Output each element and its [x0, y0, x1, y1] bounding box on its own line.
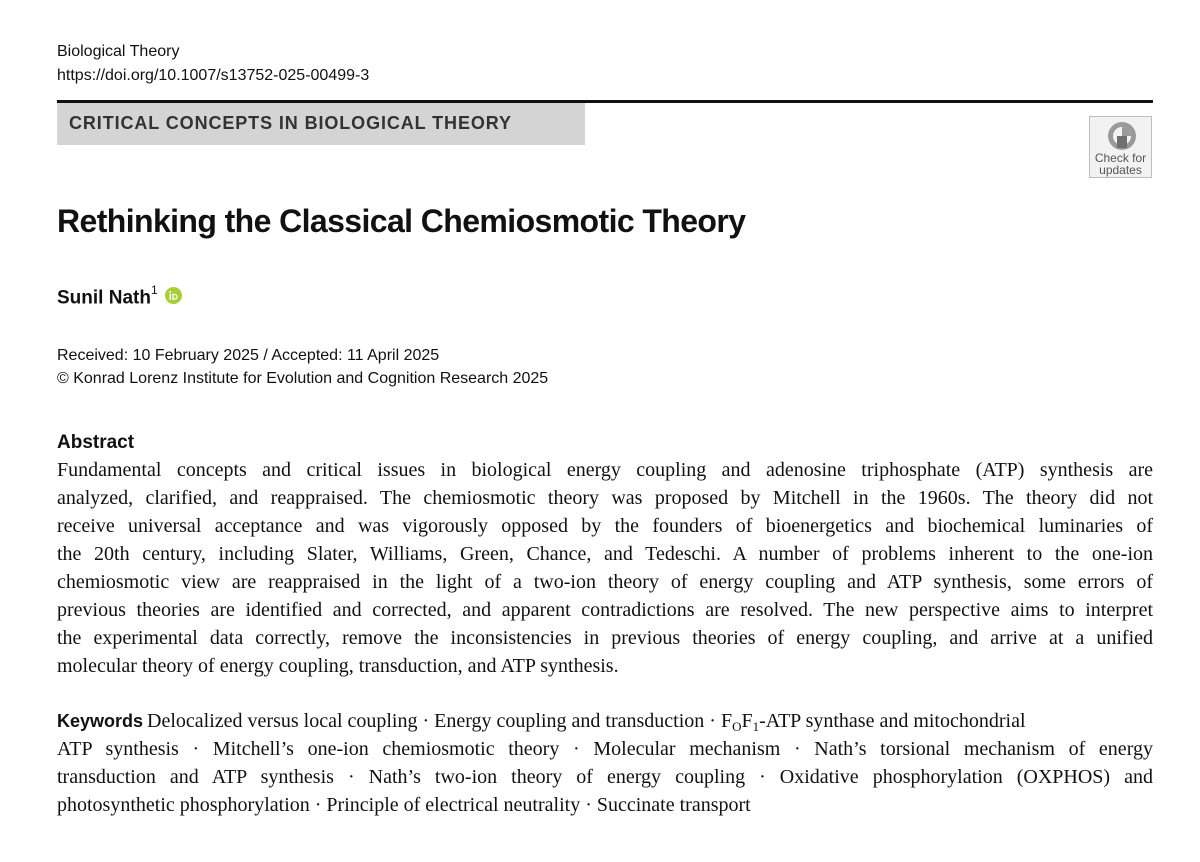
- keywords-line: ATP synthesis · Mitchell’s one-ion chemiosmotic theory · Molecular mechanism · Nath’s torsional mechanism of energy: [57, 738, 1153, 760]
- keywords-text: Delocalized versus local coupling · Energy coupling and transduction · F: [147, 710, 733, 732]
- section-banner-label: CRITICAL CONCEPTS IN BIOLOGICAL THEORY: [69, 113, 512, 133]
- abstract-line: Fundamental concepts and critical issues in biological energy coupling and adenosine triphosphate (ATP) synthesis are: [57, 459, 1153, 481]
- received-accepted-dates: Received: 10 February 2025 / Accepted: 11 April 2025: [57, 347, 440, 364]
- abstract-line: the experimental data correctly, remove the inconsistencies in previous theories of energy coupling, and arrive at a unified: [57, 627, 1153, 649]
- abstract-line: chemiosmotic view are reappraised in the light of a two-ion theory of energy coupling and ATP synthesis, some errors of: [57, 571, 1153, 593]
- check-updates-icon: [1107, 121, 1137, 151]
- keywords-text: F: [741, 710, 753, 732]
- abstract-line: the 20th century, including Slater, Williams, Green, Chance, and Tedeschi. A number of problems inherent to the one-ion: [57, 543, 1153, 565]
- check-for-updates-label: Check for updates: [1094, 151, 1147, 177]
- abstract-line: analyzed, clarified, and reappraised. The chemiosmotic theory was proposed by Mitchell in the 1960s. The theory did not: [57, 487, 1153, 509]
- orcid-icon[interactable]: [165, 287, 182, 304]
- affiliation-mark: 1: [150, 283, 158, 297]
- keywords-label: Keywords: [57, 711, 144, 731]
- section-banner: [57, 103, 585, 145]
- author-name[interactable]: Sunil Nath: [57, 287, 151, 309]
- doi-link[interactable]: https://doi.org/10.1007/s13752-025-00499-3: [57, 67, 370, 84]
- abstract-heading: Abstract: [57, 432, 135, 453]
- abstract-line: receive universal acceptance and was vigorously opposed by the founders of bioenergetics and biochemical luminaries of: [57, 515, 1153, 537]
- keyword-subscript: O: [732, 719, 742, 734]
- keywords-text: -ATP synthase and mitochondrial: [759, 710, 1026, 732]
- article-title: Rethinking the Classical Chemiosmotic Theory: [57, 203, 746, 239]
- keywords-line: transduction and ATP synthesis · Nath’s two-ion theory of energy coupling · Oxidative phosphorylation (OXPHOS) and: [57, 766, 1153, 788]
- abstract-line: previous theories are identified and corrected, and apparent contradictions are resolved. The new perspective aims to interpret: [57, 599, 1153, 621]
- author-line: [57, 280, 182, 310]
- check-for-updates-badge[interactable]: [1089, 116, 1152, 178]
- keywords-line: photosynthetic phosphorylation · Principle of electrical neutrality · Succinate transport: [57, 794, 751, 816]
- keyword-subscript: 1: [752, 719, 760, 734]
- copyright-notice: © Konrad Lorenz Institute for Evolution and Cognition Research 2025: [57, 370, 549, 387]
- abstract-line: molecular theory of energy coupling, transduction, and ATP synthesis.: [57, 655, 619, 677]
- journal-name: Biological Theory: [57, 43, 180, 60]
